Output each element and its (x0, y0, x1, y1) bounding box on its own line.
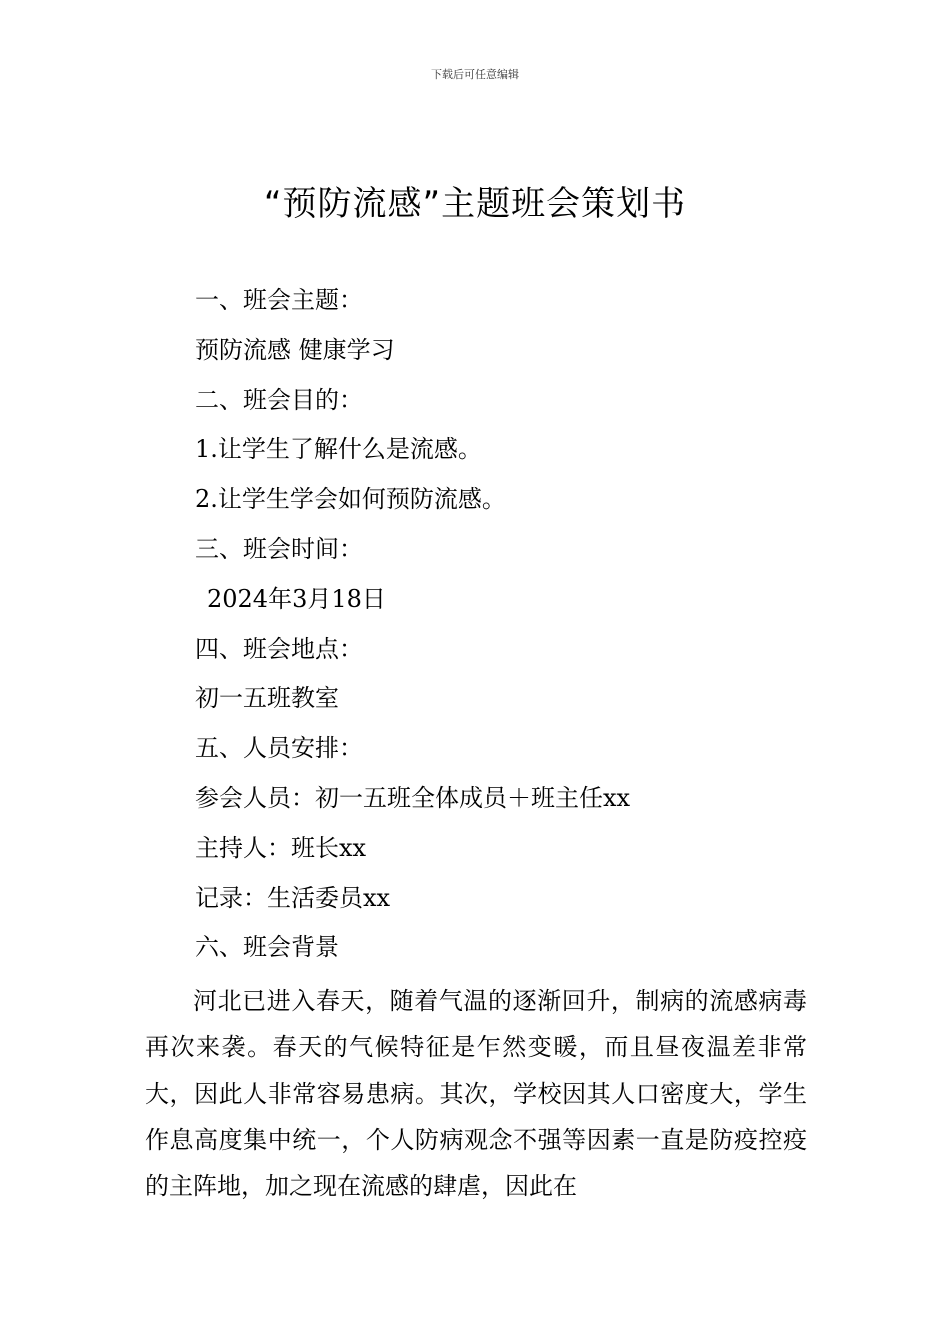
meeting-location: 初一五班教室 (195, 684, 339, 713)
participants-line: 参会人员：初一五班全体成员＋班主任xx (195, 783, 631, 812)
host-line: 主持人：班长xx (195, 833, 367, 862)
section-heading-background: 六、班会背景 (195, 933, 339, 962)
plan-outline (195, 283, 815, 980)
recorder-line: 记录：生活委员xx (195, 883, 391, 912)
theme-text: 预防流感 健康学习 (195, 335, 395, 364)
section-heading-purpose: 二、班会目的： (195, 385, 363, 414)
purpose-item-1: 1.让学生了解什么是流感。 (195, 435, 482, 464)
purpose-item-2: 2.让学生学会如何预防流感。 (195, 485, 506, 514)
header-note: 下载后可任意编辑 (431, 68, 519, 81)
document-title: “预防流感”主题班会策划书 (263, 184, 687, 224)
meeting-date: 2024年3月18日 (207, 584, 386, 613)
section-heading-theme: 一、班会主题： (195, 286, 363, 314)
background-paragraph: 河北已进入春天，随着气温的逐渐回升，制病的流感病毒再次来袭。春天的气候特征是乍然变暖，而且昼夜温差非常大，因此人非常容易患病。其次，学校因其人口密度大，学生作息高度集中统一，个人防病观念不强等因素一直是防疫控疫的主阵地，加之现在流感的肆虐，因此在 (145, 987, 807, 1201)
section-heading-time: 三、班会时间： (195, 534, 363, 563)
section-heading-location: 四、班会地点： (195, 634, 363, 663)
section-heading-staffing: 五、人员安排： (195, 734, 363, 763)
